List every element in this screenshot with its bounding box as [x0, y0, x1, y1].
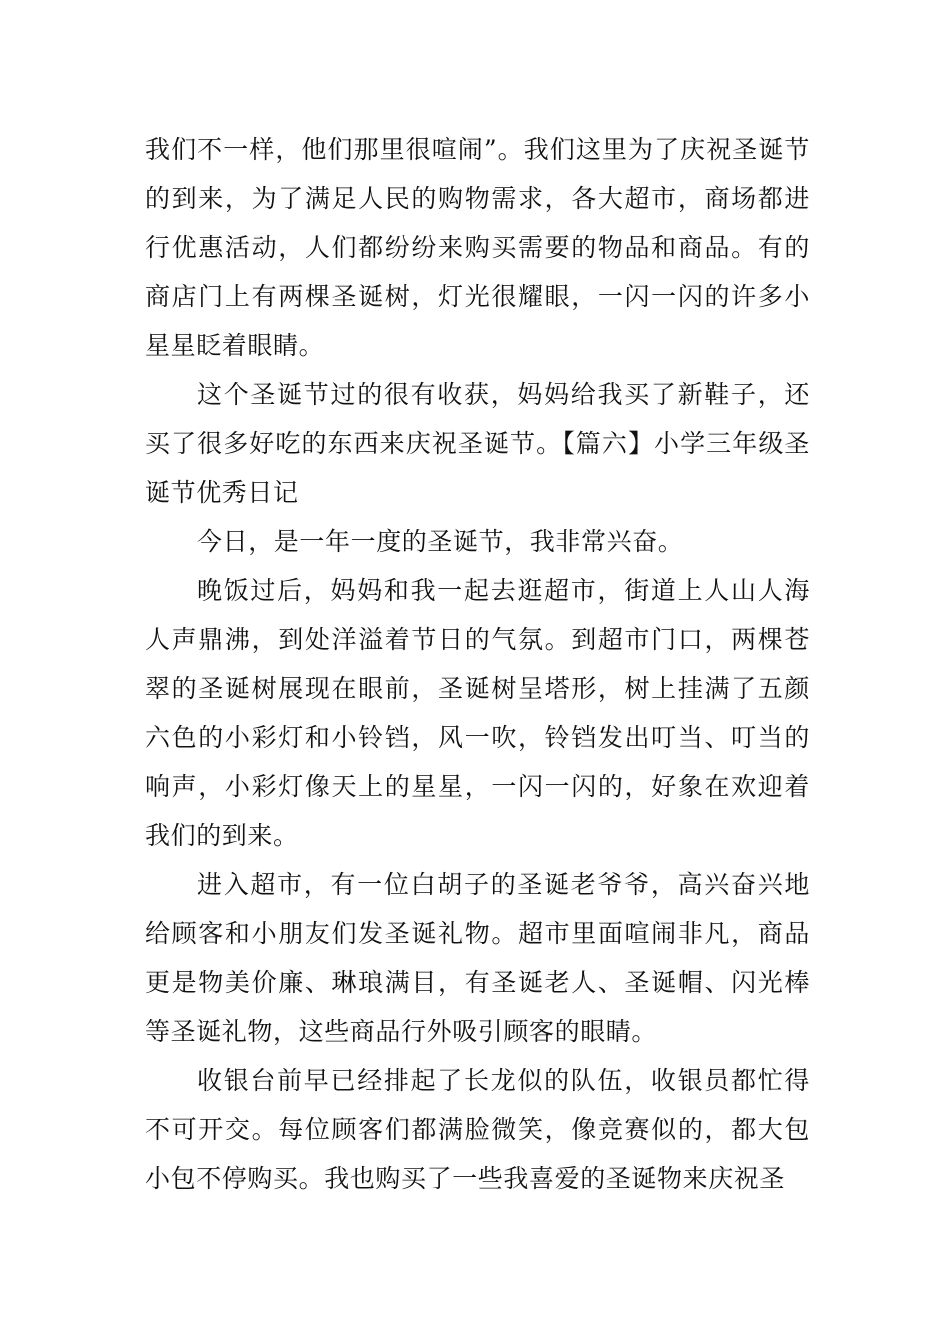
paragraph: 这个圣诞节过的很有收获，妈妈给我买了新鞋子，还买了很多好吃的东西来庆祝圣诞节。【篇六】小学三年级圣诞节优秀日记 [145, 380, 810, 507]
paragraph-continuation: 我们不一样，他们那里很喧闹”。我们这里为了庆祝圣诞节的到来，为了满足人民的购物需求，各大超市，商场都进行优惠活动，人们都纷纷来购买需要的物品和商品。有的商店门上有两棵圣诞树，灯光很耀眼，一闪一闪的许多小星星眨着眼睛。 [145, 135, 810, 360]
document-body [145, 125, 810, 1203]
paragraph: 收银台前早已经排起了长龙似的队伍，收银员都忙得不可开交。每位顾客们都满脸微笑，像竞赛似的，都大包小包不停购买。我也购买了一些我喜爱的圣诞物来庆祝圣 [145, 1066, 810, 1193]
paragraph: 今日，是一年一度的圣诞节，我非常兴奋。 [197, 527, 684, 556]
paragraph: 进入超市，有一位白胡子的圣诞老爷爷，高兴奋兴地给顾客和小朋友们发圣诞礼物。超市里面喧闹非凡，商品更是物美价廉、琳琅满目，有圣诞老人、圣诞帽、闪光棒等圣诞礼物，这些商品行外吸引顾客的眼睛。 [145, 870, 810, 1046]
paragraph: 晚饭过后，妈妈和我一起去逛超市，街道上人山人海人声鼎沸，到处洋溢着节日的气氛。到超市门口，两棵苍翠的圣诞树展现在眼前，圣诞树呈塔形，树上挂满了五颜六色的小彩灯和小铃铛，风一吹，铃铛发出叮当、叮当的响声，小彩灯像天上的星星，一闪一闪的，好象在欢迎着我们的到来。 [145, 576, 810, 850]
